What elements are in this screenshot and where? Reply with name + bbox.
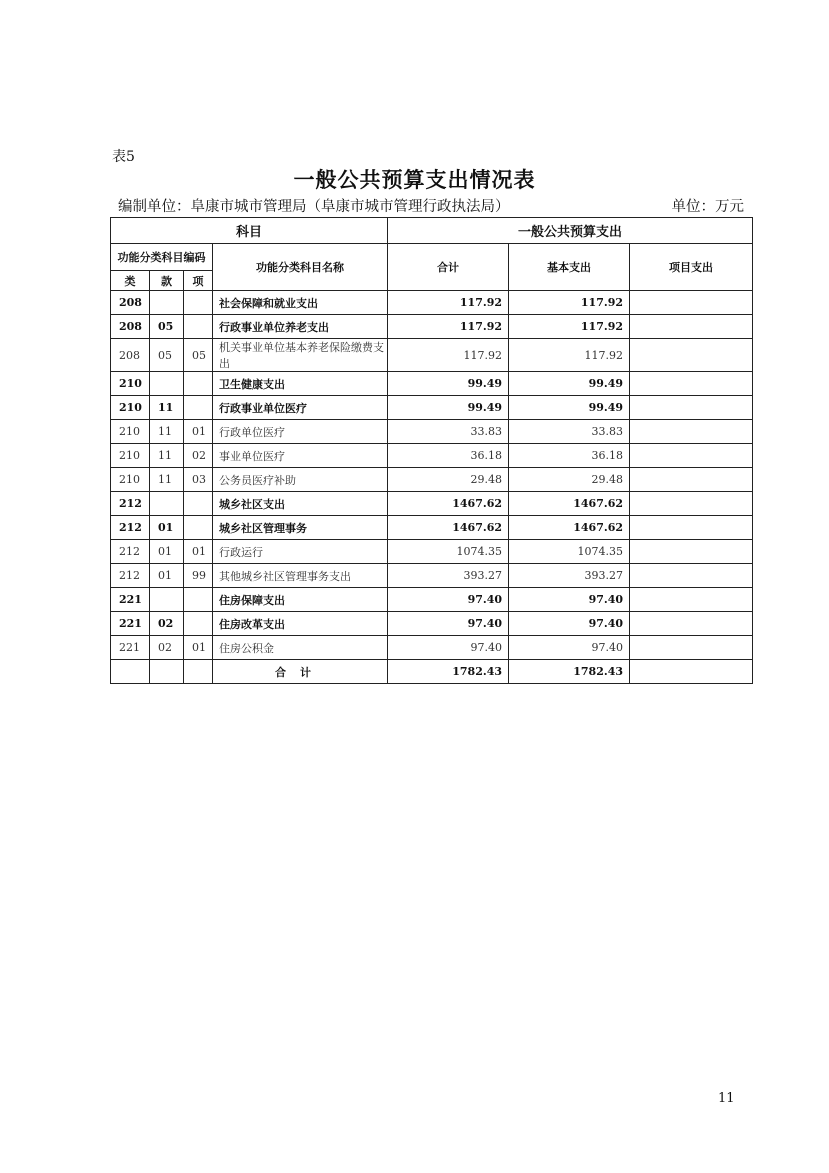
- table-row: [111, 291, 753, 315]
- header-budget: 一般公共预算支出: [388, 218, 753, 244]
- cell-project: [630, 291, 753, 315]
- table-body: [111, 291, 753, 660]
- cell-kuan: 01: [150, 564, 184, 588]
- cell-name: 其他城乡社区管理事务支出: [213, 564, 388, 588]
- cell-kuan: 01: [150, 540, 184, 564]
- page-number: 11: [718, 1091, 735, 1106]
- cell-name: 事业单位医疗: [213, 444, 388, 468]
- cell-name: 行政事业单位医疗: [213, 396, 388, 420]
- cell-basic: 33.83: [509, 420, 630, 444]
- cell-basic: 1467.62: [509, 492, 630, 516]
- cell-project: [630, 444, 753, 468]
- unit-label: 单位：万元: [671, 199, 744, 215]
- table-row: [111, 315, 753, 339]
- cell-name: 行政运行: [213, 540, 388, 564]
- table-row: [111, 540, 753, 564]
- cell-project: [630, 564, 753, 588]
- cell-project: [630, 372, 753, 396]
- header-xiang: 项: [184, 271, 213, 291]
- cell-name: 机关事业单位基本养老保险缴费支出: [213, 339, 388, 372]
- header-subject: 科目: [111, 218, 388, 244]
- cell-lei: 210: [111, 396, 150, 420]
- table-row: [111, 588, 753, 612]
- cell-project: [630, 588, 753, 612]
- table-row: [111, 492, 753, 516]
- cell-basic: 99.49: [509, 396, 630, 420]
- cell-kuan: [150, 372, 184, 396]
- cell-lei: 208: [111, 339, 150, 372]
- table-row: [111, 339, 753, 372]
- cell-kuan: [150, 492, 184, 516]
- cell-xiang: [184, 372, 213, 396]
- cell-kuan: 11: [150, 396, 184, 420]
- cell-basic: 1074.35: [509, 540, 630, 564]
- cell-xiang: 01: [184, 636, 213, 660]
- cell-xiang: [184, 492, 213, 516]
- cell-kuan: 01: [150, 516, 184, 540]
- cell-basic: 1467.62: [509, 516, 630, 540]
- totals-empty-kuan: [150, 660, 184, 684]
- cell-basic: 117.92: [509, 291, 630, 315]
- table-row: [111, 444, 753, 468]
- cell-kuan: [150, 588, 184, 612]
- cell-lei: 212: [111, 492, 150, 516]
- cell-basic: 97.40: [509, 612, 630, 636]
- header-basic: 基本支出: [509, 244, 630, 291]
- budget-table: [110, 217, 753, 684]
- cell-total: 99.49: [388, 396, 509, 420]
- cell-project: [630, 468, 753, 492]
- cell-name: 社会保障和就业支出: [213, 291, 388, 315]
- table-row: [111, 612, 753, 636]
- totals-empty-xiang: [184, 660, 213, 684]
- cell-basic: 99.49: [509, 372, 630, 396]
- cell-project: [630, 396, 753, 420]
- cell-kuan: 05: [150, 315, 184, 339]
- cell-kuan: 11: [150, 444, 184, 468]
- cell-total: 393.27: [388, 564, 509, 588]
- cell-lei: 221: [111, 588, 150, 612]
- cell-basic: 97.40: [509, 588, 630, 612]
- table-row: [111, 636, 753, 660]
- totals-basic: 1782.43: [509, 660, 630, 684]
- cell-kuan: 05: [150, 339, 184, 372]
- cell-xiang: 99: [184, 564, 213, 588]
- cell-name: 城乡社区支出: [213, 492, 388, 516]
- cell-kuan: 11: [150, 420, 184, 444]
- cell-total: 29.48: [388, 468, 509, 492]
- cell-xiang: [184, 291, 213, 315]
- cell-name: 行政单位医疗: [213, 420, 388, 444]
- cell-lei: 210: [111, 444, 150, 468]
- page-title: 一般公共预算支出情况表: [293, 167, 536, 192]
- cell-basic: 29.48: [509, 468, 630, 492]
- cell-project: [630, 339, 753, 372]
- cell-lei: 221: [111, 636, 150, 660]
- cell-lei: 208: [111, 291, 150, 315]
- header-kuan: 款: [150, 271, 184, 291]
- cell-name: 公务员医疗补助: [213, 468, 388, 492]
- totals-row: [111, 660, 753, 684]
- cell-project: [630, 315, 753, 339]
- cell-kuan: 02: [150, 636, 184, 660]
- cell-name: 卫生健康支出: [213, 372, 388, 396]
- cell-lei: 212: [111, 564, 150, 588]
- cell-total: 117.92: [388, 315, 509, 339]
- cell-total: 33.83: [388, 420, 509, 444]
- table-row: [111, 372, 753, 396]
- cell-basic: 36.18: [509, 444, 630, 468]
- cell-basic: 97.40: [509, 636, 630, 660]
- unit-line: [118, 195, 744, 216]
- header-project: 项目支出: [630, 244, 753, 291]
- cell-xiang: [184, 315, 213, 339]
- cell-total: 1467.62: [388, 492, 509, 516]
- cell-xiang: [184, 588, 213, 612]
- cell-total: 97.40: [388, 636, 509, 660]
- totals-label: 合计: [213, 660, 388, 684]
- cell-total: 97.40: [388, 588, 509, 612]
- cell-xiang: [184, 516, 213, 540]
- table-row: [111, 564, 753, 588]
- cell-lei: 212: [111, 540, 150, 564]
- cell-total: 99.49: [388, 372, 509, 396]
- cell-xiang: 01: [184, 420, 213, 444]
- cell-project: [630, 636, 753, 660]
- cell-kuan: [150, 291, 184, 315]
- table-label: 表5: [112, 149, 135, 165]
- cell-lei: 221: [111, 612, 150, 636]
- table-header: [111, 218, 753, 291]
- cell-kuan: 11: [150, 468, 184, 492]
- cell-total: 117.92: [388, 291, 509, 315]
- cell-kuan: 02: [150, 612, 184, 636]
- cell-project: [630, 420, 753, 444]
- cell-name: 住房改革支出: [213, 612, 388, 636]
- header-func-name: 功能分类科目名称: [213, 244, 388, 291]
- cell-project: [630, 492, 753, 516]
- header-lei: 类: [111, 271, 150, 291]
- table-row: [111, 420, 753, 444]
- table-row: [111, 516, 753, 540]
- cell-total: 117.92: [388, 339, 509, 372]
- cell-name: 住房保障支出: [213, 588, 388, 612]
- cell-xiang: 05: [184, 339, 213, 372]
- header-total: 合计: [388, 244, 509, 291]
- cell-xiang: 02: [184, 444, 213, 468]
- cell-basic: 393.27: [509, 564, 630, 588]
- cell-project: [630, 516, 753, 540]
- table-row: [111, 468, 753, 492]
- cell-lei: 210: [111, 372, 150, 396]
- cell-basic: 117.92: [509, 339, 630, 372]
- cell-name: 城乡社区管理事务: [213, 516, 388, 540]
- cell-xiang: 03: [184, 468, 213, 492]
- cell-total: 97.40: [388, 612, 509, 636]
- cell-xiang: [184, 396, 213, 420]
- cell-lei: 210: [111, 468, 150, 492]
- table-footer: [111, 660, 753, 684]
- compiler-label: 编制单位：阜康市城市管理局（阜康市城市管理行政执法局）: [118, 199, 510, 215]
- cell-total: 1467.62: [388, 516, 509, 540]
- header-func-code: 功能分类科目编码: [111, 244, 213, 271]
- cell-basic: 117.92: [509, 315, 630, 339]
- totals-project: [630, 660, 753, 684]
- totals-total: 1782.43: [388, 660, 509, 684]
- cell-lei: 212: [111, 516, 150, 540]
- cell-project: [630, 612, 753, 636]
- cell-name: 行政事业单位养老支出: [213, 315, 388, 339]
- table-row: [111, 396, 753, 420]
- cell-lei: 208: [111, 315, 150, 339]
- cell-total: 36.18: [388, 444, 509, 468]
- cell-lei: 210: [111, 420, 150, 444]
- cell-xiang: 01: [184, 540, 213, 564]
- cell-total: 1074.35: [388, 540, 509, 564]
- totals-empty-lei: [111, 660, 150, 684]
- cell-xiang: [184, 612, 213, 636]
- cell-project: [630, 540, 753, 564]
- cell-name: 住房公积金: [213, 636, 388, 660]
